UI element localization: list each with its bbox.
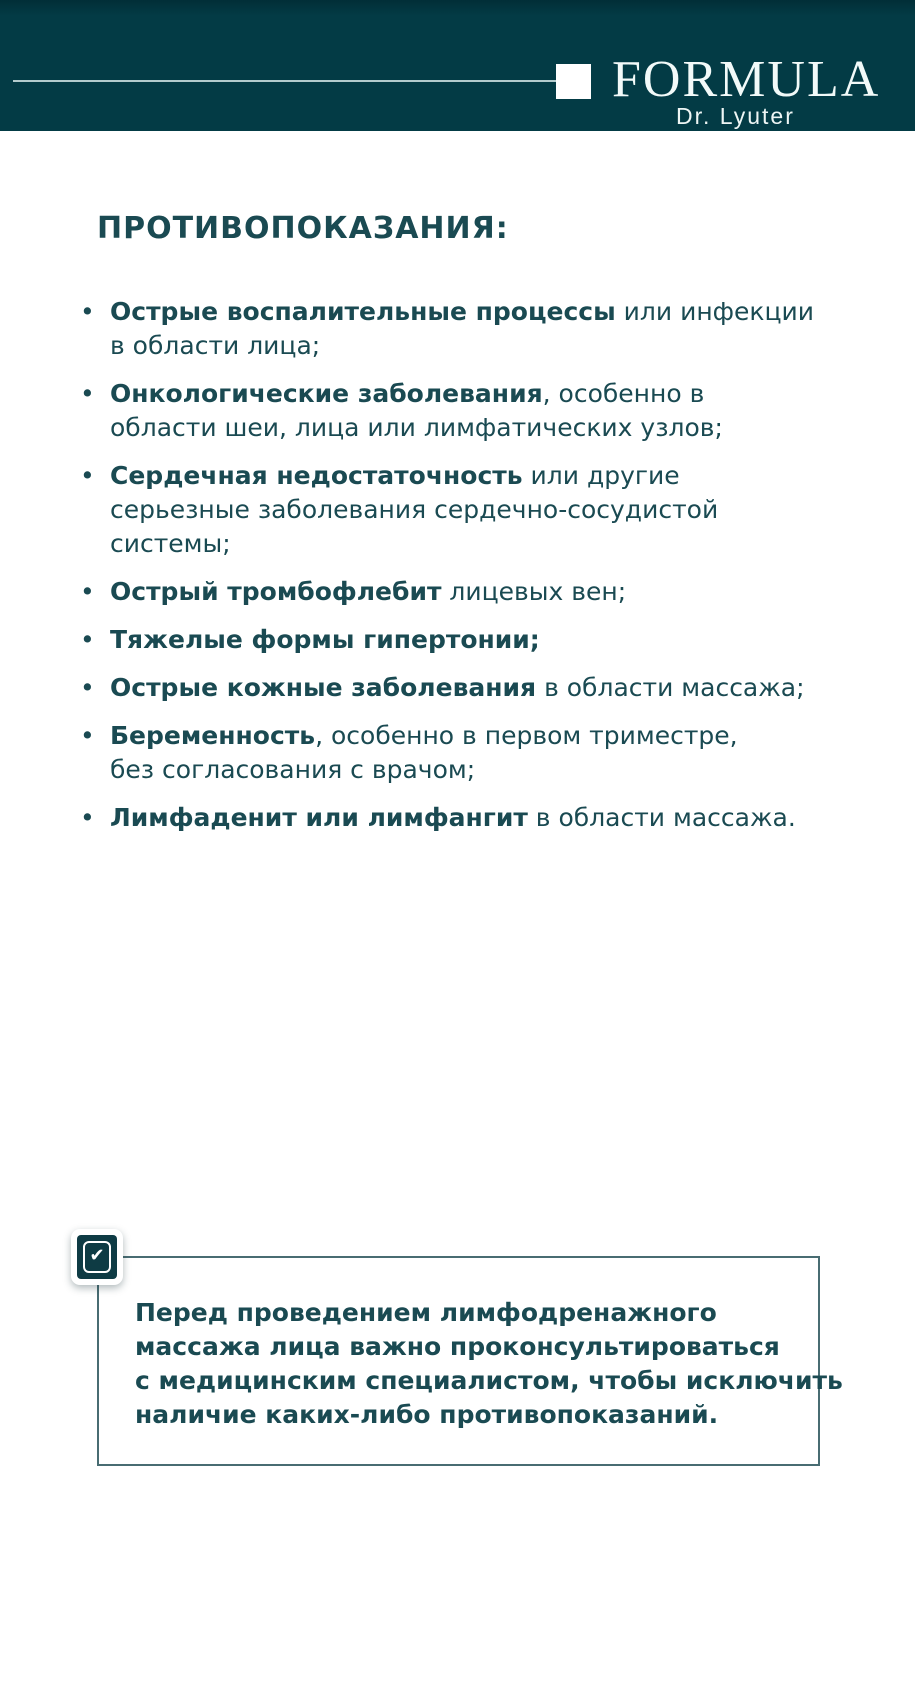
checkmark-icon: ✔ <box>89 1245 105 1266</box>
note-line: Перед проведением лимфодренажного <box>135 1298 717 1327</box>
item-text: , особенно в <box>542 379 705 408</box>
item-text: лицевых вен; <box>441 577 627 606</box>
item-term: Онкологические заболевания <box>110 379 543 408</box>
item-text: без согласования с врачом; <box>110 755 476 784</box>
list-item <box>80 377 860 445</box>
item-term: Беременность <box>110 721 316 750</box>
item-term: Острый тромбофлебит <box>110 577 442 606</box>
note-line: массажа лица важно проконсультироваться <box>135 1332 780 1361</box>
item-text: или другие <box>522 461 680 490</box>
item-text: в области лица; <box>110 331 321 360</box>
item-text: системы; <box>110 529 231 558</box>
item-term: Лимфаденит или лимфангит <box>110 803 528 832</box>
checkbox-outline <box>83 1241 111 1273</box>
bullet-marker: • <box>80 379 95 408</box>
item-text: , особенно в первом триместре, <box>315 721 738 750</box>
list-item <box>80 575 860 609</box>
bullet-marker: • <box>80 461 95 490</box>
note-text <box>135 1296 843 1432</box>
page-title: ПРОТИВОПОКАЗАНИЯ: <box>97 211 509 246</box>
list-item <box>80 295 860 363</box>
brand-subtitle: Dr. Lyuter <box>676 103 795 129</box>
bullet-marker: • <box>80 625 95 654</box>
list-item <box>80 719 860 787</box>
note-line: наличие каких-либо противопоказаний. <box>135 1400 719 1429</box>
note-line: с медицинским специалистом, чтобы исключить <box>135 1366 843 1395</box>
bullet-marker: • <box>80 803 95 832</box>
list-item <box>80 801 860 835</box>
item-text: серьезные заболевания сердечно-сосудистой <box>110 495 719 524</box>
item-text: в области массажа. <box>527 803 796 832</box>
list-item <box>80 459 860 561</box>
bullet-marker: • <box>80 577 95 606</box>
item-term: Тяжелые формы гипертонии; <box>110 625 540 654</box>
list-item <box>80 623 860 657</box>
item-term: Сердечная недостаточность <box>110 461 523 490</box>
list-item <box>80 671 860 705</box>
bullet-marker: • <box>80 721 95 750</box>
contraindications-list <box>80 295 860 835</box>
item-text: области шеи, лица или лимфатических узлов; <box>110 413 723 442</box>
item-term: Острые кожные заболевания <box>110 673 537 702</box>
bullet-marker: • <box>80 673 95 702</box>
bullet-marker: • <box>80 297 95 326</box>
header-band <box>0 0 915 131</box>
note-callout <box>97 1256 843 1466</box>
item-text: или инфекции <box>615 297 815 326</box>
brand-name: FORMULA <box>612 51 881 108</box>
item-text: в области массажа; <box>536 673 805 702</box>
item-term: Острые воспалительные процессы <box>110 297 616 326</box>
checkbox-inner <box>77 1235 117 1279</box>
logo-square-icon <box>556 64 591 99</box>
checkbox-checked-icon <box>71 1229 123 1285</box>
decorative-rule <box>13 80 556 82</box>
